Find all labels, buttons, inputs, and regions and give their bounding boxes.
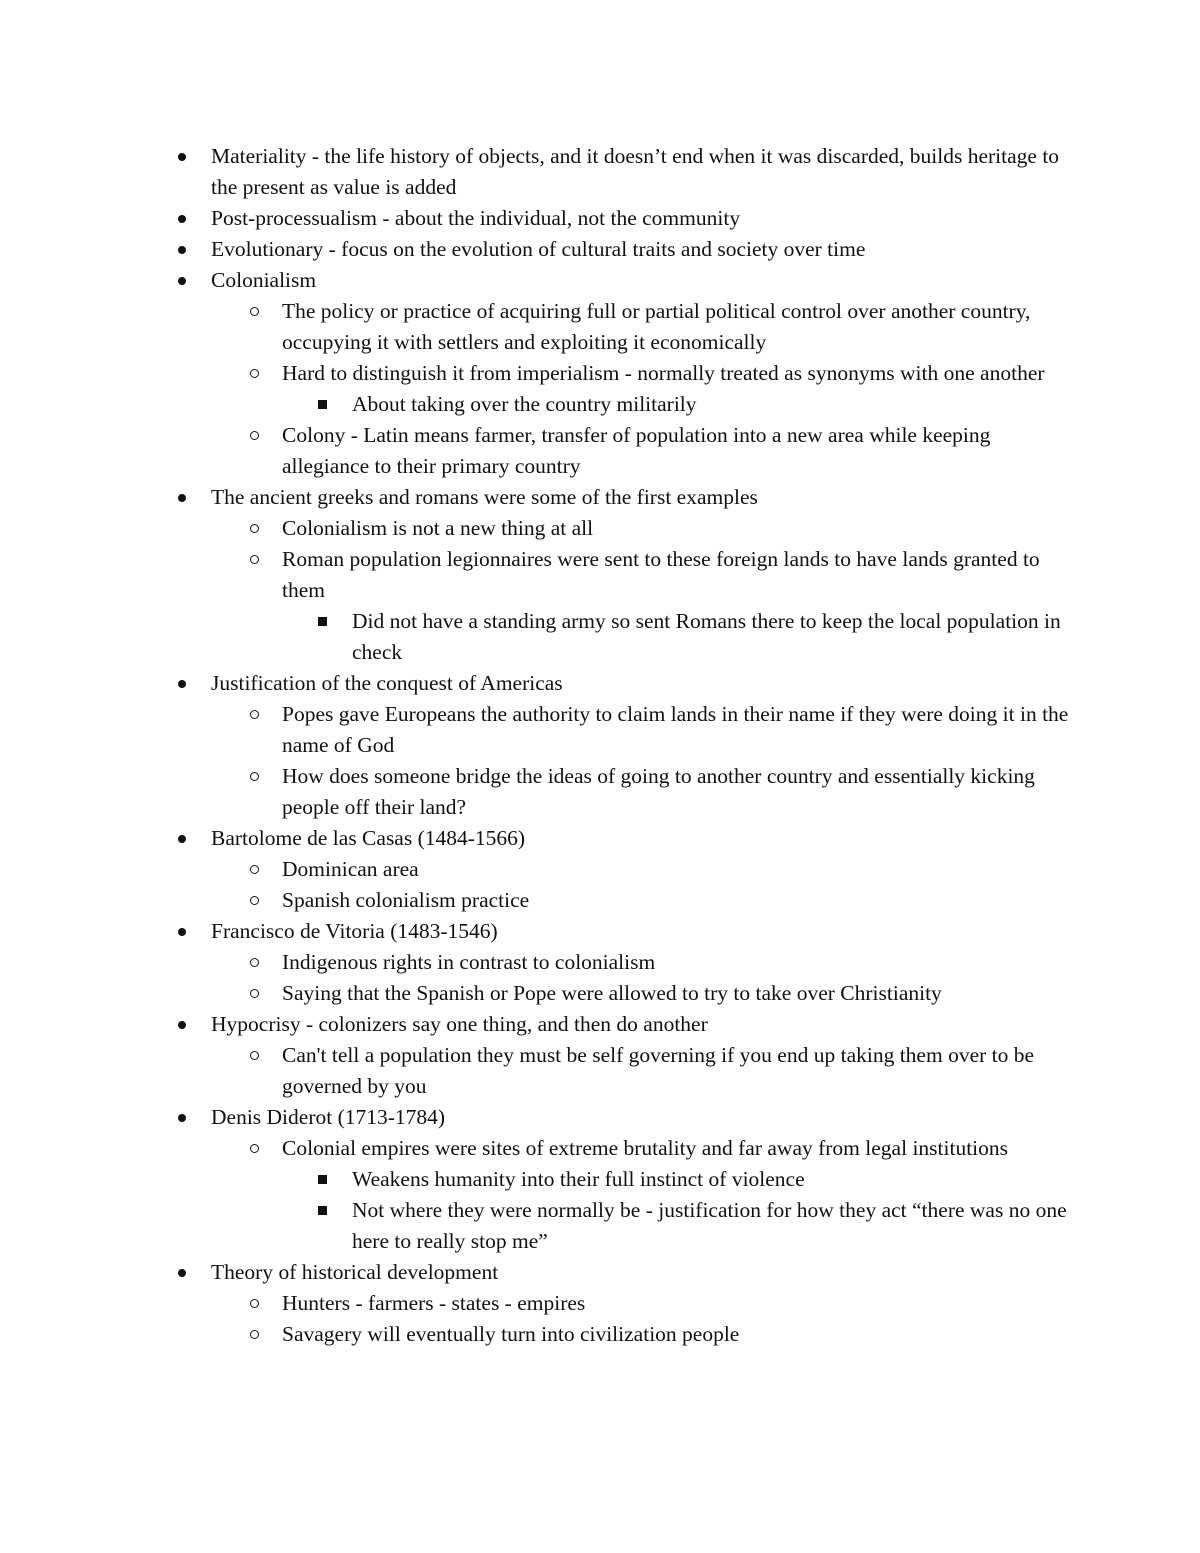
list-item-text: Saying that the Spanish or Pope were allowed to try to take over Christianity	[282, 981, 942, 1005]
list-item	[0, 1133, 1072, 1164]
circle-bullet-icon	[250, 1040, 259, 1071]
circle-bullet-icon	[250, 854, 259, 885]
disc-bullet-icon	[178, 1009, 186, 1040]
disc-bullet-icon	[178, 668, 186, 699]
circle-bullet-icon	[250, 947, 259, 978]
list-item	[0, 1319, 1072, 1350]
list-item-text: Not where they were normally be - justification for how they act “there was no one here to really stop me”	[352, 1198, 1067, 1253]
list-item	[0, 234, 1061, 265]
list-item	[0, 1257, 1061, 1288]
list-item-text: How does someone bridge the ideas of going to another country and essentially kicking people off their land?	[282, 764, 1035, 819]
list-item	[0, 885, 1072, 916]
list-item-text: Colonialism	[211, 268, 317, 292]
circle-bullet-icon	[250, 1319, 259, 1350]
circle-bullet-icon	[250, 513, 259, 544]
list-item	[0, 916, 1061, 947]
disc-bullet-icon	[178, 1257, 186, 1288]
list-item	[0, 358, 1072, 389]
list-item	[0, 389, 1072, 420]
list-item	[0, 823, 1061, 854]
list-item-text: Spanish colonialism practice	[282, 888, 530, 912]
square-bullet-icon	[318, 606, 327, 637]
list-item-text: About taking over the country militarily	[352, 392, 697, 416]
circle-bullet-icon	[250, 978, 259, 1009]
list-item-text: Denis Diderot (1713-1784)	[211, 1105, 446, 1129]
list-item-text: Dominican area	[282, 857, 419, 881]
disc-bullet-icon	[178, 916, 186, 947]
circle-bullet-icon	[250, 420, 259, 451]
list-item	[0, 482, 1061, 513]
list-item-text: Hypocrisy - colonizers say one thing, and then do another	[211, 1012, 708, 1036]
list-item-text: Roman population legionnaires were sent to these foreign lands to have lands granted to them	[282, 547, 1040, 602]
list-item	[0, 420, 1072, 482]
list-item	[0, 1040, 1072, 1102]
disc-bullet-icon	[178, 234, 186, 265]
list-item-text: Hard to distinguish it from imperialism - normally treated as synonyms with one another	[282, 361, 1045, 385]
disc-bullet-icon	[178, 1102, 186, 1133]
list-item	[0, 699, 1072, 761]
list-item	[0, 1009, 1061, 1040]
disc-bullet-icon	[178, 482, 186, 513]
list-item	[0, 141, 1061, 203]
list-item	[0, 606, 1072, 668]
list-item-text: Colonialism is not a new thing at all	[282, 516, 594, 540]
list-item-text: Popes gave Europeans the authority to claim lands in their name if they were doing it in the name of God	[282, 702, 1069, 757]
disc-bullet-icon	[178, 823, 186, 854]
list-item-text: Francisco de Vitoria (1483-1546)	[211, 919, 498, 943]
square-bullet-icon	[318, 1195, 327, 1226]
list-item-text: Justification of the conquest of Americas	[211, 671, 563, 695]
list-item-text: Colonial empires were sites of extreme brutality and far away from legal institutions	[282, 1136, 1009, 1160]
list-item	[0, 1288, 1072, 1319]
disc-bullet-icon	[178, 203, 186, 234]
circle-bullet-icon	[250, 358, 259, 389]
circle-bullet-icon	[250, 885, 259, 916]
circle-bullet-icon	[250, 544, 259, 575]
list-item-text: Hunters - farmers - states - empires	[282, 1291, 586, 1315]
list-item	[0, 203, 1061, 234]
circle-bullet-icon	[250, 296, 259, 327]
list-item-text: Bartolome de las Casas (1484-1566)	[211, 826, 526, 850]
list-item-text: The ancient greeks and romans were some of the first examples	[211, 485, 758, 509]
list-item-text: Can't tell a population they must be self governing if you end up taking them over to be governed by you	[282, 1043, 1035, 1098]
list-item-text: Did not have a standing army so sent Romans there to keep the local population in check	[352, 609, 1061, 664]
list-item	[0, 296, 1072, 358]
notes-page	[0, 141, 1200, 1350]
list-item	[0, 978, 1072, 1009]
list-item	[0, 947, 1072, 978]
list-item-text: Indigenous rights in contrast to colonialism	[282, 950, 656, 974]
circle-bullet-icon	[250, 761, 259, 792]
list-item-text: Evolutionary - focus on the evolution of cultural traits and society over time	[211, 237, 866, 261]
list-item	[0, 761, 1072, 823]
list-item-text: Materiality - the life history of objects, and it doesn’t end when it was discarded, builds heritage to the present as value is added	[211, 144, 1060, 199]
circle-bullet-icon	[250, 1288, 259, 1319]
bullet-list	[0, 141, 1200, 1350]
disc-bullet-icon	[178, 141, 186, 172]
circle-bullet-icon	[250, 1133, 259, 1164]
list-item	[0, 854, 1072, 885]
list-item-text: Theory of historical development	[211, 1260, 499, 1284]
list-item	[0, 1102, 1061, 1133]
list-item-text: Post-processualism - about the individual, not the community	[211, 206, 741, 230]
list-item-text: The policy or practice of acquiring full or partial political control over another country, occupying it with settlers and exploiting it economically	[282, 299, 1031, 354]
list-item	[0, 513, 1072, 544]
list-item	[0, 1195, 1072, 1257]
disc-bullet-icon	[178, 265, 186, 296]
list-item	[0, 668, 1061, 699]
circle-bullet-icon	[250, 699, 259, 730]
list-item-text: Weakens humanity into their full instinct of violence	[352, 1167, 805, 1191]
square-bullet-icon	[318, 389, 327, 420]
list-item-text: Colony - Latin means farmer, transfer of population into a new area while keeping allegiance to their primary country	[282, 423, 991, 478]
list-item	[0, 265, 1061, 296]
list-item	[0, 544, 1072, 606]
list-item	[0, 1164, 1072, 1195]
square-bullet-icon	[318, 1164, 327, 1195]
list-item-text: Savagery will eventually turn into civilization people	[282, 1322, 740, 1346]
